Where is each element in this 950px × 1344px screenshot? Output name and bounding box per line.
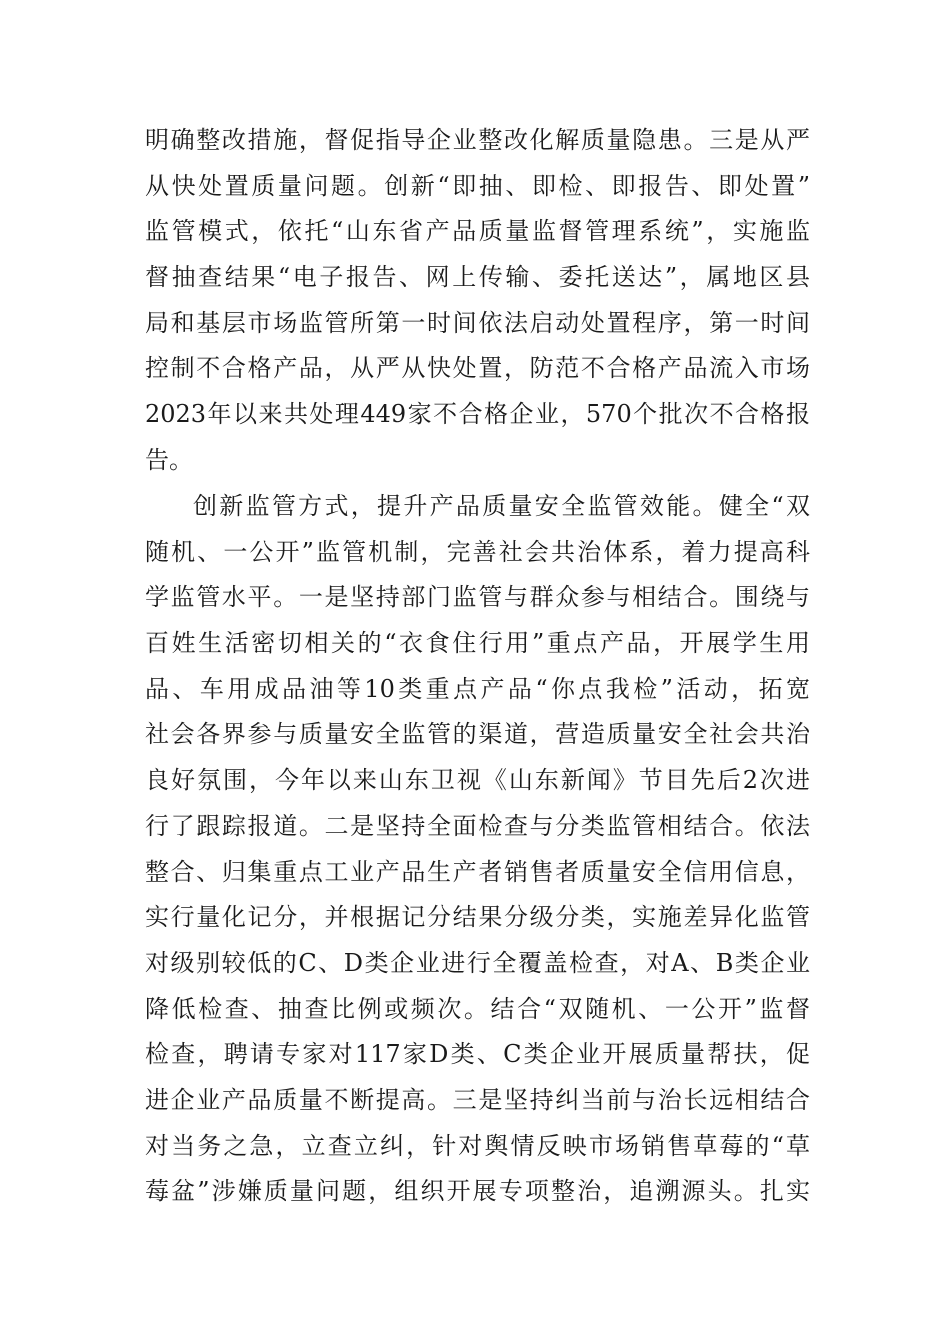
- text-line: 督抽查结果“电子报告、网上传输、委托送达”，属地区县: [145, 263, 810, 292]
- text-line: 降低检查、抽查比例或频次。结合“双随机、一公开”监督: [145, 994, 810, 1023]
- text-line: 整合、归集重点工业产品生产者销售者质量安全信用信息，: [145, 857, 810, 886]
- text-line: 莓盆”涉嫌质量问题，组织开展专项整治，追溯源头。扎实: [145, 1177, 810, 1206]
- text-line: 明确整改措施，督促指导企业整改化解质量隐患。三是从严: [145, 126, 810, 154]
- paragraph-1: [145, 118, 810, 484]
- text-line: 社会各界参与质量安全监管的渠道，营造质量安全社会共治: [145, 720, 810, 749]
- text-line: 局和基层市场监管所第一时间依法启动处置程序，第一时间: [145, 308, 810, 337]
- text-line: 进企业产品质量不断提高。三是坚持纠当前与治长远相结合: [145, 1085, 810, 1114]
- text-line: 良好氛围，今年以来山东卫视《山东新闻》节目先后2次进: [145, 766, 810, 795]
- text-line: 2023年以来共处理449家不合格企业，570个批次不合格报: [145, 400, 810, 429]
- text-line: 监管模式，依托“山东省产品质量监督管理系统”，实施监: [145, 217, 810, 246]
- text-line: 实行量化记分，并根据记分结果分级分类，实施差异化监管: [145, 903, 810, 932]
- text-line: 对当务之急，立查立纠，针对舆情反映市场销售草莓的“草: [145, 1131, 810, 1160]
- text-line: 行了跟踪报道。二是坚持全面检查与分类监管相结合。依法: [145, 811, 810, 840]
- text-line: 品、车用成品油等10类重点产品“你点我检”活动，拓宽: [145, 674, 810, 703]
- text-line: 从快处置质量问题。创新“即抽、即检、即报告、即处置”: [145, 171, 810, 200]
- text-line: 随机、一公开”监管机制，完善社会共治体系，着力提高科: [145, 537, 810, 566]
- text-line: 对级别较低的C、D类企业进行全覆盖检查，对A、B类企业: [145, 948, 810, 977]
- paragraph-2: [145, 484, 810, 1215]
- text-line: 控制不合格产品，从严从快处置，防范不合格产品流入市场: [145, 354, 810, 383]
- text-line: 创新监管方式，提升产品质量安全监管效能。健全“双: [193, 492, 810, 520]
- text-line: 检查，聘请专家对117家D类、C类企业开展质量帮扶，促: [145, 1040, 810, 1069]
- text-line: 告。: [145, 445, 193, 474]
- text-line: 学监管水平。一是坚持部门监管与群众参与相结合。围绕与: [145, 583, 810, 612]
- text-line: 百姓生活密切相关的“衣食住行用”重点产品，开展学生用: [145, 629, 810, 658]
